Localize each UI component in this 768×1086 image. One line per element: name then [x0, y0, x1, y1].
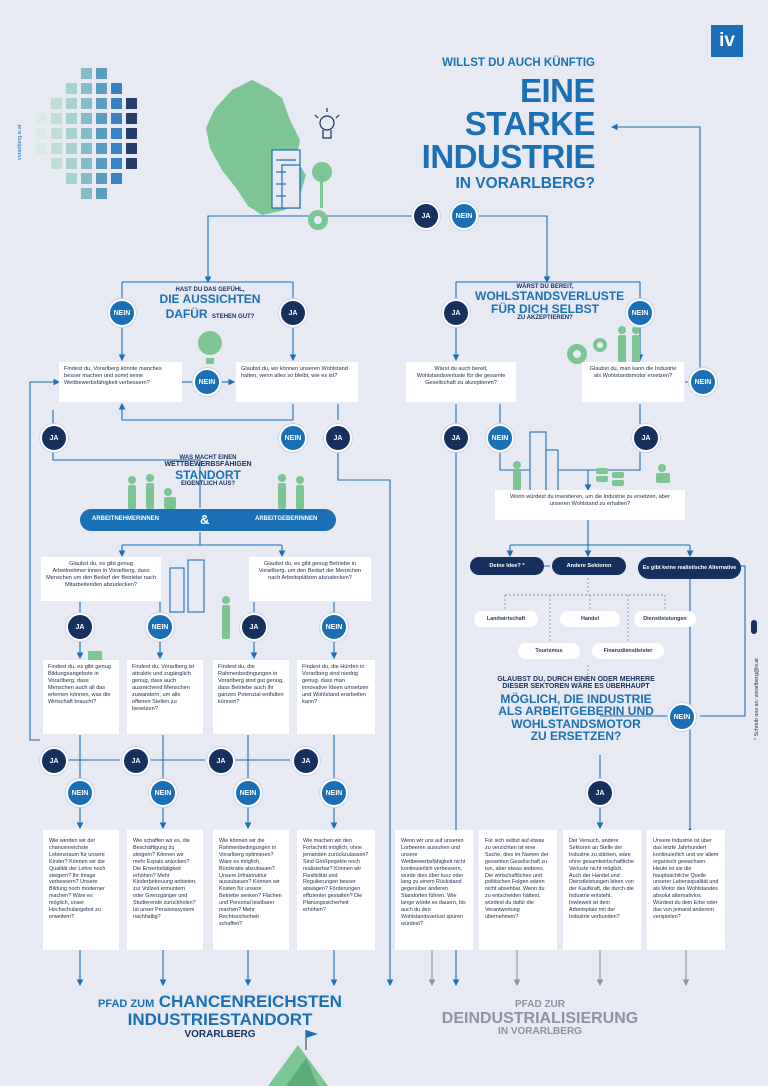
gesamt-nein[interactable]: NEIN: [486, 424, 514, 452]
iv-logo[interactable]: [711, 25, 743, 57]
tree-icon: [312, 162, 332, 208]
q-aussichten-hl2: DAFÜR: [165, 306, 208, 321]
footer-right-l2: DEINDUSTRIALISIERUNG: [441, 1009, 639, 1027]
pixel-square: [96, 188, 107, 199]
pixel-square: [66, 83, 77, 94]
wohlstand-nein[interactable]: NEIN: [626, 299, 654, 327]
pixel-square: [111, 173, 122, 184]
pixel-square: [111, 98, 122, 109]
pixel-square: [126, 128, 137, 139]
pixel-square: [51, 158, 62, 169]
aussichten-ja[interactable]: JA: [279, 299, 307, 327]
footer-left-l2: INDUSTRIESTANDORT: [127, 1010, 313, 1029]
footer-left-l3: VORARLBERG: [184, 1029, 256, 1040]
bottom-box-7: Der Versuch, andere Sektoren an Stelle der Industrie zu stärken, wäre ohne gesamtwirtschaftliche Verluste nicht möglich. Auch der Handel und Dienstleistungen leben von der Kaufkraft, die durch die Industrie entsteht. Inwieweit ist dein Arbeitsplatz mit der Industrie verbunden?: [563, 830, 641, 950]
bottom-box-3: Wie können wir die Rahmenbedingungen in Vorarlberg optimieren? Wäre es möglich, Bürokratie abzubauen? Unsere Infrastruktur auszubauen? Können wir Kosten für unsere Betriebe senken? Flächen und Personal leistbarer machen? Mehr Rechtssicherheit schaffen?: [213, 830, 289, 950]
pixel-square: [36, 128, 47, 139]
q-sektoren-hl1: MÖGLICH, DIE INDUSTRIE: [500, 691, 652, 706]
pixel-square: [66, 143, 77, 154]
title-line1: WILLST DU AUCH KÜNFTIG: [442, 57, 595, 69]
rahmen-ja[interactable]: JA: [207, 747, 235, 775]
pixel-square: [81, 173, 92, 184]
q-aussichten-hl1: DIE AUSSICHTEN: [159, 292, 261, 307]
q-wohlstand-hl1: WOHLSTANDSVERLUSTE: [475, 289, 625, 304]
q-aussichten-pre: HAST DU DAS GEFÜHL,: [175, 287, 245, 293]
pixel-square: [126, 143, 137, 154]
mid-box-huerden: Findest du, die Hürden in Vorarlberg sind niedrig genug, dass man innovative Ideen umsetzen und Wohlstand erarbeiten kann?: [297, 660, 375, 734]
pixel-square: [96, 128, 107, 139]
factory-icon: [272, 150, 300, 208]
gear-icon: [567, 338, 607, 364]
sector-handel: Handel: [560, 611, 620, 627]
pixel-square: [96, 173, 107, 184]
pixel-square: [81, 83, 92, 94]
box-investieren: Worin würdest du investieren, um die Industrie zu ersetzen, aber unseren Wohlstand zu erhalten?: [495, 490, 685, 520]
pixel-square: [126, 158, 137, 169]
huerden-ja[interactable]: JA: [292, 747, 320, 775]
coins-icon: [596, 468, 624, 486]
q-standort-post: EIGENTLICH AUS?: [180, 481, 236, 488]
option-sektoren[interactable]: Andere Sektoren: [552, 557, 626, 575]
bar-right-label: ARBEITGEBERINNEN: [255, 516, 318, 522]
footer-right: [440, 1000, 640, 1038]
pixel-square: [96, 113, 107, 124]
halten-nein[interactable]: NEIN: [279, 424, 307, 452]
pixel-square: [36, 113, 47, 124]
pixel-square: [111, 143, 122, 154]
pixel-square: [81, 113, 92, 124]
pixel-square: [96, 68, 107, 79]
q-wohlstand-hl2: FÜR DICH SELBST: [491, 301, 599, 316]
box-besser: Findest du, Vorarlberg könnte manches besser machen und somit seine Wettbewerbsfähigkeit verbessern?: [59, 362, 182, 402]
gesamt-ja[interactable]: JA: [442, 424, 470, 452]
mid-box-rahmen: Findest du, die Rahmenbedingungen in Vorarlberg sind gut genug, dass Betriebe auch ihr ganzes Potenzial entfalten können?: [213, 660, 289, 734]
bottom-box-8: Unsere Industrie ist über das letzte Jahrhundert kontinuierlich und vor allem organisch gewachsen. Heute ist sie die hauptsächliche Quelle unserer Lebensqualität und als Motor des Wohlstandes absolut alternativlos. Würdest du dein Erbe oder das von jemand anderem verspielen?: [647, 830, 725, 950]
title-line2: EINE STARKE: [464, 71, 595, 142]
pixel-square: [81, 188, 92, 199]
pixel-square: [66, 158, 77, 169]
pixel-square: [66, 98, 77, 109]
question-standort: [148, 455, 268, 488]
pixel-square: [111, 128, 122, 139]
pixel-arrow-decoration: [36, 72, 176, 202]
box-ersetzen: Glaubst du, man kann die Industrie als Wohlstandsmotor ersetzen?: [582, 362, 684, 402]
pixel-square: [66, 173, 77, 184]
pixel-square: [81, 128, 92, 139]
an-ja[interactable]: JA: [66, 613, 94, 641]
ersetzen-nein[interactable]: NEIN: [689, 368, 717, 396]
q-standort-pre: WAS MACHT EINEN: [179, 455, 237, 461]
hot-air-balloon-icon: [198, 331, 222, 364]
an-nein[interactable]: NEIN: [146, 613, 174, 641]
top-ja[interactable]: JA: [412, 202, 440, 230]
pixel-square: [96, 158, 107, 169]
bottom-box-5: Wenn wir uns auf unseren Lorbeeren ausruhen und unsere Wettbewerbsfähigkeit nicht kontinuierlich verbessern, würde dies über kurz oder lang zu einem Rückstand gegenüber anderen Standorten führen. Wie lange würde es dauern, bis auch du den Wohlstandsverlust spüren würdest?: [395, 830, 473, 950]
footer-left-l1: PFAD ZUM: [98, 998, 155, 1010]
pixel-square: [81, 158, 92, 169]
top-nein[interactable]: NEIN: [450, 202, 478, 230]
sector-finanz: Finanzdienstleister: [592, 643, 664, 659]
pixel-square: [51, 98, 62, 109]
main-title: [395, 58, 595, 191]
ag-nein[interactable]: NEIN: [320, 613, 348, 641]
gear-icon: [308, 210, 328, 230]
pixel-square: [81, 68, 92, 79]
option-idee[interactable]: Deine Idee? *: [470, 557, 544, 575]
pixel-square: [126, 98, 137, 109]
box-halten: Glaubst du, wir können unseren Wohlstand halten, wenn alles so bleibt, wie es ist?: [236, 362, 358, 402]
question-sektoren: [486, 676, 666, 743]
box-arbeitgeber-question: Glaubst du, es gibt genug Betriebe in Vorarlberg, um den Bedarf der Menschen nach Arbeitsplätzen abzudecken?: [249, 557, 371, 601]
box-arbeitnehmer-question: Glaubst du, es gibt genug Arbeitnehmer:innen in Vorarlberg, dass Menschen um den Bedarf der Betriebe nach Mitarbeitenden abzudecken?: [41, 557, 161, 601]
zuwanderung-nein[interactable]: NEIN: [149, 779, 177, 807]
footer-right-l1: PFAD ZUR: [515, 999, 565, 1010]
logo-text: iv: [719, 30, 735, 51]
sector-dienstleistungen: Dienstleistungen: [634, 611, 696, 627]
q-sektoren-hl3: WOHLSTANDSMOTOR: [511, 716, 641, 731]
side-url: vorarlberg.iv.at: [17, 124, 23, 160]
side-note: * Schreib uns an: vorarlberg@iv.at: [754, 658, 760, 740]
box-gesamt: Wärst du auch bereit, Wohlstandsverluste für die gesamte Gesellschaft zu akzeptieren?: [406, 362, 516, 402]
q-sektoren-l1: GLAUBST DU, DURCH EINEN ODER MEHRERE: [497, 676, 655, 683]
bottom-box-6: Für sich selbst auf etwas zu verzichten ist eine Sache, dies im Namen der gesamten Gesellschaft zu tun, aber etwas anderes. Die wirtschaftlichen und politischen Folgen wären nicht absehbar. Wenn du zu entscheiden hättest, würdest du dafür die Verantwortung übernehmen?: [479, 830, 557, 950]
bildung-ja[interactable]: JA: [40, 747, 68, 775]
option-keine[interactable]: Es gibt keine realistische Alternative: [638, 557, 741, 579]
bar-left-label: ARBEITNEHMERINNEN: [92, 516, 160, 522]
bar-amp: &: [200, 512, 210, 527]
halten-ja[interactable]: JA: [324, 424, 352, 452]
pixel-square: [36, 143, 47, 154]
pixel-square: [96, 83, 107, 94]
besser-nein[interactable]: NEIN: [193, 368, 221, 396]
mid-box-bildung: Findest du, es gibt genug Bildungsangebote in Vorarlberg, dass Menschen auch all das erlernen können, was die Wirtschaft braucht?: [43, 660, 119, 734]
bottom-box-2: Wie schaffen wir es, die Beschäftigung zu steigern? Können wir mehr Expats anlocken? Die Erwerbstätigkeit erhöhen? Mehr Kinderbetreuung anbieten, zur Vollzeit ermuntern oder Grenzgänger und Studierende zurückholen? Ist unser Pensionssystem nachhaltig?: [127, 830, 203, 950]
bottom-box-1: Wie werden wir der chancenreichste Lebensraum für unsere Kinder? Können wir die Qualität der Lehre noch steigern? Ihr Image verbessern? Unsere Bildung noch moderner machen? Wäre es möglich, unser Hochschulangebot zu erweitern?: [43, 830, 119, 950]
question-aussichten: [150, 287, 270, 323]
q-standort-hl: STANDORT: [175, 467, 241, 482]
pixel-square: [66, 128, 77, 139]
pixel-square: [111, 83, 122, 94]
pixel-square: [51, 143, 62, 154]
q-wohlstand-pre: WÄRST DU BEREIT,: [516, 284, 574, 290]
title-line3: INDUSTRIE: [421, 137, 595, 175]
pixel-square: [81, 98, 92, 109]
sector-landwirtschaft: Landwirtschaft: [474, 611, 538, 627]
pixel-square: [96, 98, 107, 109]
mid-box-zuwanderung: Findest du, Vorarlberg ist attraktiv und zugänglich genug, dass auch ausreichend Menschen zuwandern, um alle offenen Stellen zu besetzen?: [127, 660, 203, 734]
pixel-square: [126, 113, 137, 124]
pixel-square: [111, 158, 122, 169]
q-wohlstand-post: ZU AKZEPTIEREN?: [517, 315, 573, 322]
huerden-nein[interactable]: NEIN: [320, 779, 348, 807]
wohlstand-ja[interactable]: JA: [442, 299, 470, 327]
ersetzen-ja[interactable]: JA: [632, 424, 660, 452]
sektoren-ja[interactable]: JA: [586, 779, 614, 807]
q-aussichten-post: STEHEN GUT?: [212, 313, 255, 320]
ag-ja[interactable]: JA: [240, 613, 268, 641]
bottom-box-4: Wie machen wir den Fortschritt möglich, ohne jemanden zurückzulassen? Sind Großprojekte noch realisierbar? Können wir Flexibilität und Regulierungen besser abwägen? Förderungen effizienter gestalten? Die Planungssicherheit erhöhen?: [297, 830, 375, 950]
q-sektoren-l2: DIESER SEKTOREN WÄRE ES ÜBERHAUPT: [502, 683, 650, 691]
q-sektoren-hl2: ALS ARBEITGEBERIN UND: [498, 704, 654, 719]
sektoren-nein[interactable]: NEIN: [668, 703, 696, 731]
footer-right-l3: IN VORARLBERG: [498, 1026, 582, 1038]
footer-left: [90, 993, 350, 1040]
besser-ja[interactable]: JA: [40, 424, 68, 452]
pixel-square: [111, 113, 122, 124]
question-wohlstand: [475, 284, 625, 322]
q-sektoren-hl4: ZU ERSETZEN?: [530, 729, 622, 744]
q-standort-l2: WETTBEWERBSFÄHIGEN: [164, 461, 252, 469]
sector-tourismus: Tourismus: [518, 643, 580, 659]
footer-left-hl: CHANCENREICHSTEN: [158, 992, 342, 1011]
person-icon: [751, 620, 757, 634]
bildung-nein[interactable]: NEIN: [66, 779, 94, 807]
zuwanderung-ja[interactable]: JA: [122, 747, 150, 775]
title-line4: IN VORARLBERG?: [455, 174, 595, 192]
aussichten-nein[interactable]: NEIN: [108, 299, 136, 327]
pixel-square: [66, 113, 77, 124]
lightbulb-icon: [315, 108, 339, 138]
pixel-square: [96, 143, 107, 154]
pixel-square: [51, 128, 62, 139]
pixel-square: [51, 113, 62, 124]
pixel-square: [81, 143, 92, 154]
rahmen-nein[interactable]: NEIN: [234, 779, 262, 807]
